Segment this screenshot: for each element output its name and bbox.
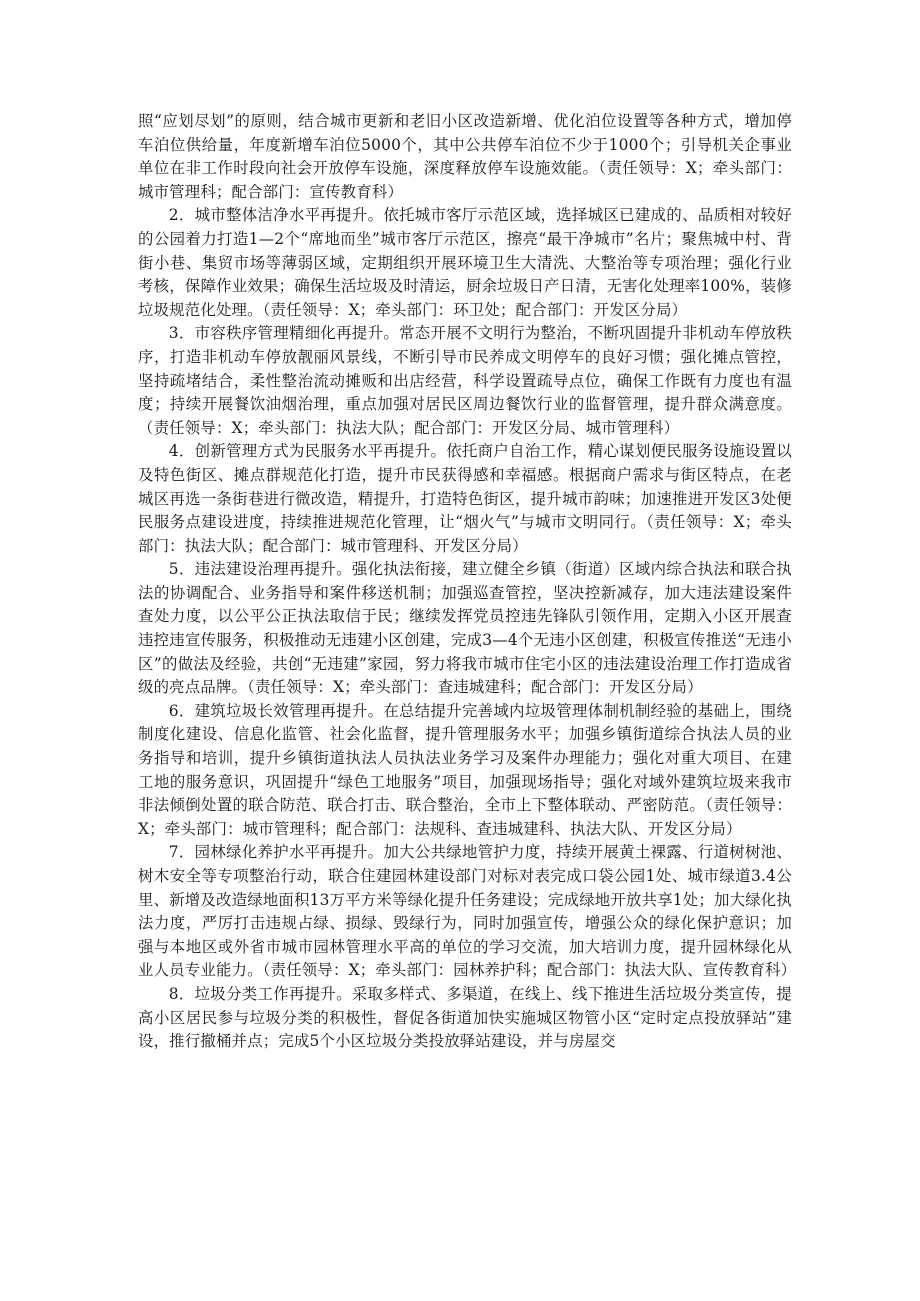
paragraph-item-3-city-order: 3．市容秩序管理精细化再提升。常态开展不文明行为整治，不断巩固提升非机动车停放秩序，打造非机动车停放靓丽风景线，不断引导市民养成文明停车的良好习惯；强化摊点管控，坚持疏堵结合，柔性整治流动摊贩和出店经营，科学设置疏导点位，确保工作既有力度也有温度；持续开展餐饮油烟治理，重点加强对居民区周边餐饮行业的监督管理，提升群众满意度。（责任领导：X；牵头部门：执法大队；配合部门：开发区分局、城市管理科） — [138, 324, 792, 437]
paragraph-item-4-public-service: 4．创新管理方式为民服务水平再提升。依托商户自治工作，精心谋划便民服务设施设置以及特色街区、摊点群规范化打造，提升市民获得感和幸福感。根据商户需求与街区特点，在老城区再选一条街巷进行微改造，精提升，打造特色街区，提升城市韵味；加速推进开发区3处便民服务点建设进度，持续推进规范化管理，让“烟火气”与城市文明同行。（责任领导：X；牵头部门：执法大队；配合部门：城市管理科、开发区分局） — [138, 442, 792, 555]
paragraph-item-6-construction-waste: 6．建筑垃圾长效管理再提升。在总结提升完善域内垃圾管理体制机制经验的基础上，围绕制度化建设、信息化监管、社会化监督，提升管理服务水平；加强乡镇街道综合执法人员的业务指导和培训，提升乡镇街道执法人员执法业务学习及案件办理能力；强化对重大项目、在建工地的服务意识，巩固提升“绿色工地服务”项目，加强现场指导；强化对域外建筑垃圾来我市非法倾倒处置的联合防范、联合打击、联合整治，全市上下整体联动、严密防范。（责任领导：X；牵头部门：城市管理科；配合部门：法规科、查违城建科、执法大队、开发区分局） — [138, 701, 792, 838]
paragraph-parking-continuation: 照“应划尽划”的原则，结合城市更新和老旧小区改造新增、优化泊位设置等各种方式，增加停车泊位供给量，年度新增车泊位5000个，其中公共停车泊位不少于1000个；引导机关企事业单位在非工作时段向社会开放停车设施，深度释放停车设施效能。（责任领导：X；牵头部门：城市管理科；配合部门：宣传教育科） — [138, 112, 792, 201]
document-body — [138, 110, 797, 1054]
paragraph-item-2-cleanliness: 2．城市整体洁净水平再提升。依托城市客厅示范区域，选择城区已建成的、品质相对较好的公园着力打造1—2个“席地而坐”城市客厅示范区，擦亮“最干净城市”名片；聚焦城中村、背街小巷、集贸市场等薄弱区域，定期组织开展环境卫生大清洗、大整治等专项治理；强化行业考核，保障作业效果；确保生活垃圾及时清运，厨余垃圾日产日清，无害化处理率100%，装修垃圾规范化处理。（责任领导：X；牵头部门：环卫处；配合部门：开发区分局） — [138, 206, 792, 319]
paragraph-item-8-waste-sorting: 8．垃圾分类工作再提升。采取多样式、多渠道，在线上、线下推进生活垃圾分类宣传，提高小区居民参与垃圾分类的积极性，督促各街道加快实施城区物管小区“定时定点投放驿站”建设，推行撤桶并点；完成5个小区垃圾分类投放驿站建设，并与房屋交 — [138, 984, 792, 1051]
paragraph-item-7-landscaping: 7．园林绿化养护水平再提升。加大公共绿地管护力度，持续开展黄土裸露、行道树树池、树木安全等专项整治行动，联合住建园林建设部门对标对表完成口袋公园1处、城市绿道3.4公里、新增及改造绿地面积13万平方米等绿化提升任务建设；完成绿地开放共享1处；加大绿化执法力度，严厉打击违规占绿、损绿、毁绿行为，同时加强宣传，增强公众的绿化保护意识；加强与本地区或外省市城市园林管理水平高的单位的学习交流，加大培训力度，提升园林绿化从业人员专业能力。（责任领导：X；牵头部门：园林养护科；配合部门：执法大队、宣传教育科） — [138, 843, 797, 980]
paragraph-item-5-illegal-construction: 5．违法建设治理再提升。强化执法衔接，建立健全乡镇（街道）区域内综合执法和联合执法的协调配合、业务指导和案件移送机制；加强巡查管控，坚决控新减存，加大违法建设案件查处力度，以公平公正执法取信于民；继续发挥党员控违先锋队引领作用，定期入小区开展查违控违宣传服务，积极推动无违建小区创建，完成3—4个无违小区创建，积极宣传推送“无违小区”的做法及经验，共创“无违建”家园，努力将我市城市住宅小区的违法建设治理工作打造成省级的亮点品牌。（责任领导：X；牵头部门：查违城建科；配合部门：开发区分局） — [138, 560, 792, 697]
